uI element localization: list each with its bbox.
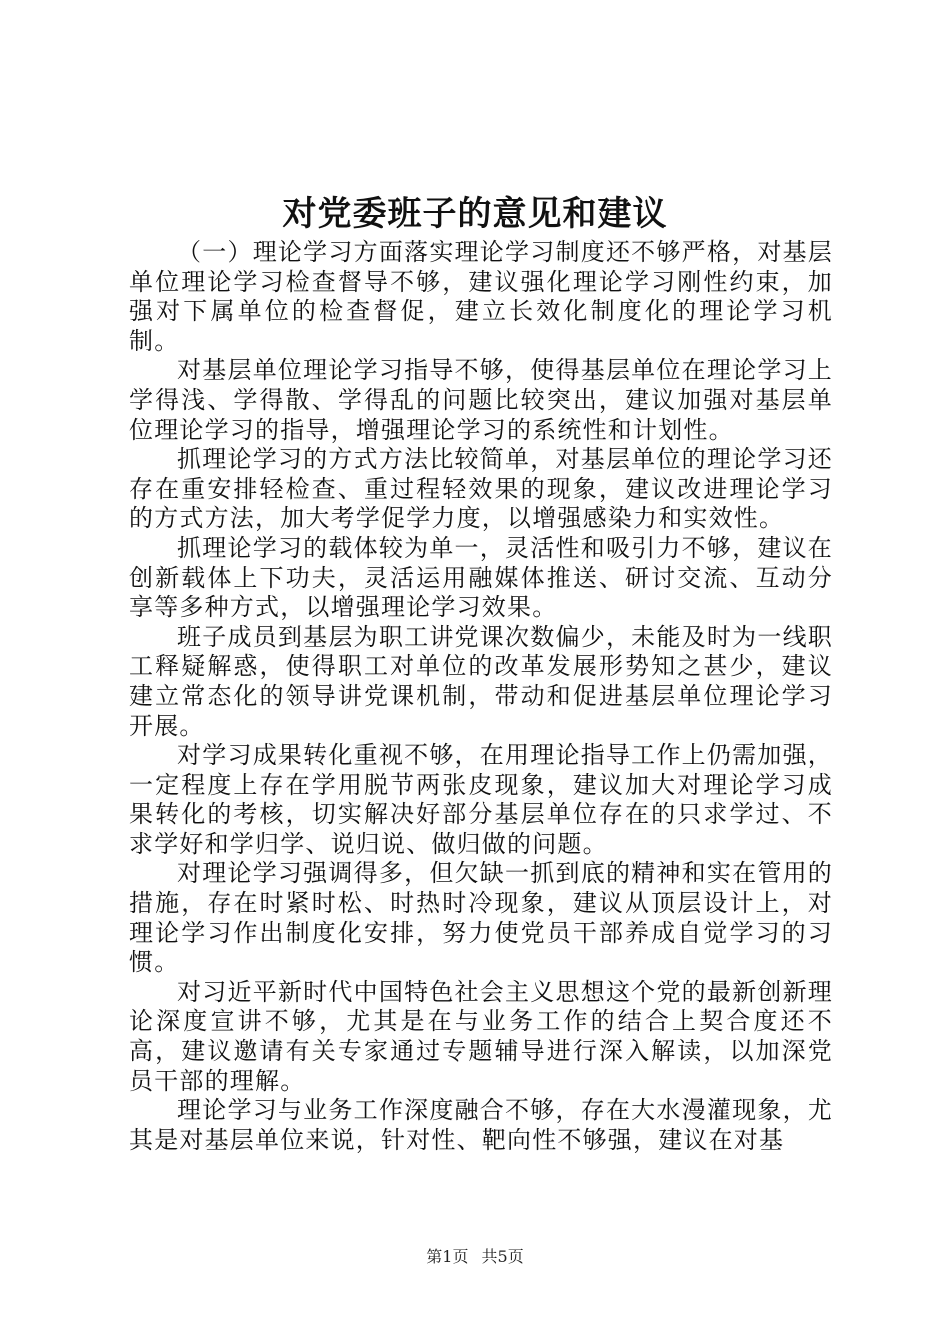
- paragraph: 对习近平新时代中国特色社会主义思想这个党的最新创新理论深度宣讲不够，尤其是在与业务工作的结合上契合度还不高，建议邀请有关专家通过专题辅导进行深入解读，以加深党员干部的理解。: [129, 977, 833, 1095]
- paragraph: （一）理论学习方面落实理论学习制度还不够严格，对基层单位理论学习检查督导不够，建议强化理论学习刚性约束，加强对下属单位的检查督促，建立长效化制度化的理论学习机制。: [129, 238, 833, 355]
- paragraph: 对理论学习强调得多，但欠缺一抓到底的精神和实在管用的措施，存在时紧时松、时热时冷现象，建议从顶层设计上，对理论学习作出制度化安排，努力使党员干部养成自觉学习的习惯。: [129, 859, 833, 977]
- document-title: 对党委班子的意见和建议: [282, 194, 668, 234]
- page-number-total: 共5页: [481, 1247, 524, 1266]
- paragraph: 理论学习与业务工作深度融合不够，存在大水漫灌现象，尤其是对基层单位来说，针对性、靶向性不够强，建议在对基: [129, 1096, 833, 1154]
- paragraph: 对学习成果转化重视不够，在用理论指导工作上仍需加强，一定程度上存在学用脱节两张皮现象，建议加大对理论学习成果转化的考核，切实解决好部分基层单位存在的只求学过、不求学好和学归学、说归说、做归做的问题。: [129, 741, 833, 858]
- paragraph: 对基层单位理论学习指导不够，使得基层单位在理论学习上学得浅、学得散、学得乱的问题比较突出，建议加强对基层单位理论学习的指导，增强理论学习的系统性和计划性。: [129, 356, 833, 444]
- page-number-current: 第1页: [426, 1247, 469, 1266]
- paragraph: 抓理论学习的载体较为单一，灵活性和吸引力不够，建议在创新载体上下功夫，灵活运用融媒体推送、研讨交流、互动分享等多种方式，以增强理论学习效果。: [129, 533, 833, 622]
- paragraph: 抓理论学习的方式方法比较简单，对基层单位的理论学习还存在重安排轻检查、重过程轻效果的现象，建议改进理论学习的方式方法，加大考学促学力度，以增强感染力和实效性。: [129, 445, 833, 533]
- paragraph: 班子成员到基层为职工讲党课次数偏少，未能及时为一线职工释疑解惑，使得职工对单位的改革发展形势知之甚少，建议建立常态化的领导讲党课机制，带动和促进基层单位理论学习开展。: [129, 622, 833, 740]
- page-footer: [0, 1244, 950, 1267]
- document-body: [129, 238, 833, 1155]
